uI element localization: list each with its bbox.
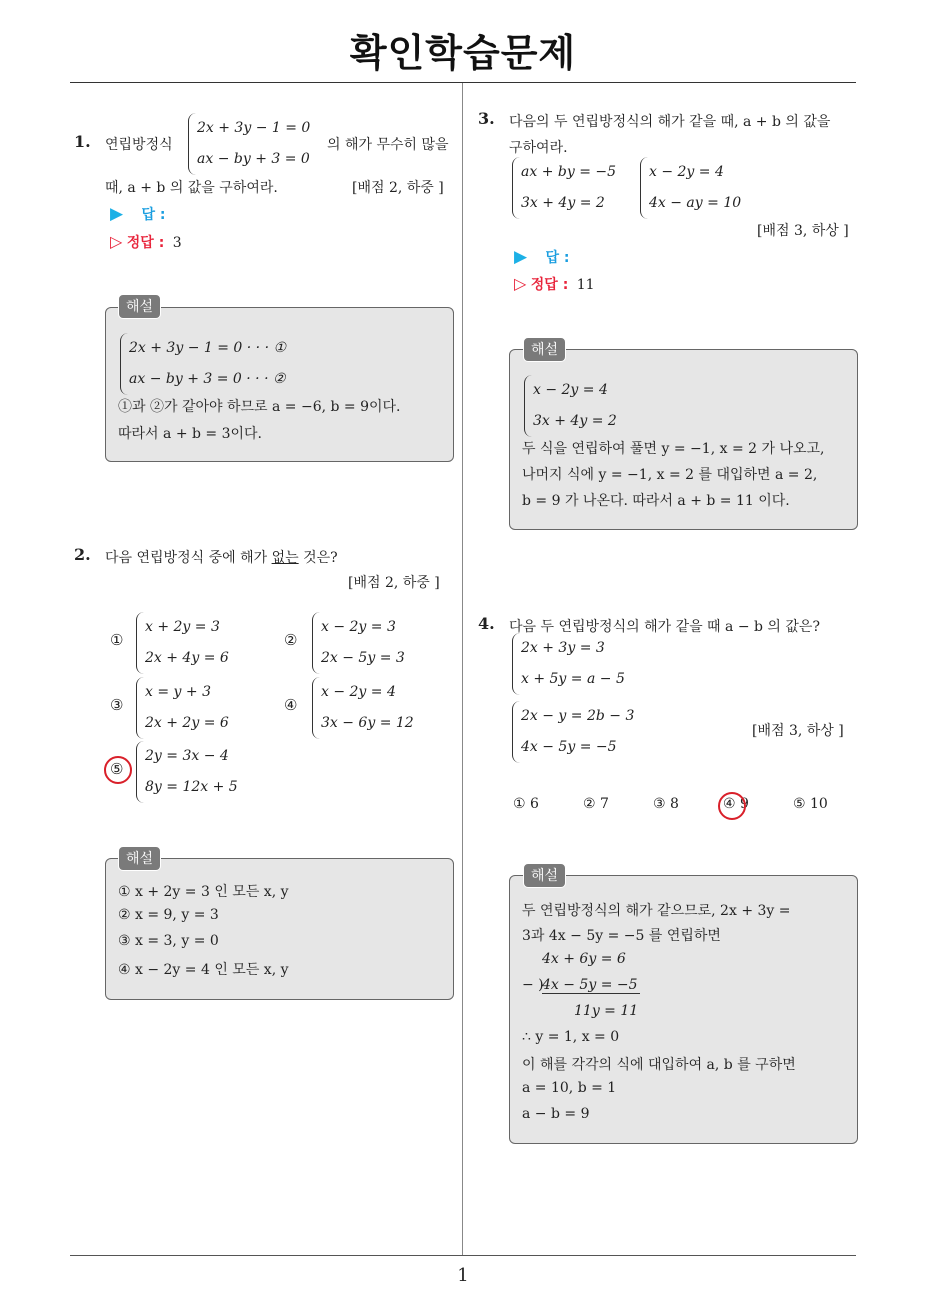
q4-text: 다음 두 연립방정식의 해가 같을 때 a − b 의 값은? (509, 619, 820, 635)
q4-choice5[interactable]: ⑤ 10 (793, 796, 828, 812)
q1-explanation-tag: 해설 (118, 294, 161, 319)
q2-explain-line1: ① x + 2y = 3 인 모든 x, y (118, 884, 289, 900)
q2-option2-system[interactable] (312, 612, 405, 674)
q2-option3-eq1: x = y + 3 (145, 684, 211, 700)
q2-option5-mark[interactable]: ⑤ (110, 760, 124, 778)
q3-explain-line3: b = 9 가 나온다. 따라서 a + b = 11 이다. (522, 493, 790, 509)
column-divider (462, 83, 463, 1255)
q2-explanation-box (105, 858, 454, 1000)
q3-correct-value: 11 (576, 277, 595, 293)
q3-explain-line2: 나머지 식에 y = −1, x = 2 를 대입하면 a = 2, (522, 467, 818, 483)
q2-option5-eq2: 8y = 12x + 5 (145, 779, 238, 795)
q2-option3-eq2: 2x + 2y = 6 (145, 715, 229, 731)
q2-option2-eq1: x − 2y = 3 (321, 619, 396, 635)
answer-triangle-icon: ▶ (514, 247, 528, 267)
q4-explain-line5: a = 10, b = 1 (522, 1080, 617, 1096)
q4-explanation-tag: 해설 (523, 863, 566, 888)
bottom-rule (70, 1255, 856, 1256)
q1-eq1: 2x + 3y − 1 = 0 (197, 120, 311, 136)
q1-correct-row (110, 232, 182, 252)
q3-sysB-eq1: x − 2y = 4 (649, 164, 724, 180)
q3-sysA-eq2: 3x + 4y = 2 (521, 195, 605, 211)
q1-explain-eq2: ax − by + 3 = 0 · · · ② (129, 371, 286, 387)
q1-lead-text: 연립방정식 (105, 137, 173, 153)
q2-question (105, 547, 338, 567)
q2-option3-system[interactable] (136, 677, 229, 739)
selected-answer-circle-icon (718, 792, 746, 820)
q2-explain-line4: ④ x − 2y = 4 인 모든 x, y (118, 962, 289, 978)
q3-explain-system (524, 375, 617, 437)
q3-explain-eq1: x − 2y = 4 (533, 382, 608, 398)
q1-eq2: ax − by + 3 = 0 (197, 151, 310, 167)
q2-option4-mark[interactable]: ④ (284, 696, 298, 714)
q4-choice4[interactable]: ④ 9 (723, 796, 749, 812)
q1-explanation-box (105, 307, 454, 462)
q1-score: [배점 2, 하중 ] (352, 180, 444, 196)
q4-system-b (512, 701, 634, 763)
answer-triangle-icon: ▶ (110, 204, 124, 224)
q2-text-after: 것은? (298, 550, 338, 566)
q4-calc-line3: 11y = 11 (574, 1003, 639, 1019)
page-title: 확인학습문제 (349, 31, 577, 75)
q4-explain-line2: 3과 4x − 5y = −5 를 연립하면 (522, 928, 721, 944)
q1-explain-eq1: 2x + 3y − 1 = 0 · · · ① (129, 340, 287, 356)
q3-correct-label: 정답 : (530, 277, 569, 293)
q3-score: [배점 3, 하상 ] (757, 223, 849, 239)
q2-option3-mark[interactable]: ③ (110, 696, 124, 714)
q4-calc-op: − ) (522, 977, 544, 993)
q1-number: 1. (74, 132, 91, 151)
q1-correct-label: 정답 : (126, 235, 165, 251)
q4-sysA-eq1: 2x + 3y = 3 (521, 640, 605, 656)
q4-choice3[interactable]: ③ 8 (653, 796, 679, 812)
q4-system-a (512, 633, 625, 695)
q2-explain-line3: ③ x = 3, y = 0 (118, 933, 219, 949)
q1-answer-row (110, 204, 166, 224)
q2-number: 2. (74, 545, 91, 564)
q4-choice1[interactable]: ① 6 (513, 796, 539, 812)
q2-explain-line2: ② x = 9, y = 3 (118, 907, 219, 923)
q3-sysA-eq1: ax + by = −5 (521, 164, 617, 180)
q3-system-b (640, 157, 741, 219)
q2-option4-system[interactable] (312, 677, 414, 739)
selected-answer-circle-icon (104, 756, 132, 784)
q1-explain-system (120, 333, 286, 395)
q1-explain-line1: ①과 ②가 같아야 하므로 a = −6, b = 9이다. (118, 399, 401, 415)
q3-system-a (512, 157, 616, 219)
q4-explain-line6: a − b = 9 (522, 1106, 590, 1122)
q3-number: 3. (478, 109, 495, 128)
q2-option1-system[interactable] (136, 612, 229, 674)
q3-explain-line1: 두 식을 연립하여 풀면 y = −1, x = 2 가 나오고, (522, 441, 825, 457)
q2-option4-eq2: 3x − 6y = 12 (321, 715, 414, 731)
q3-text2: 구하여라. (509, 140, 568, 156)
top-rule (70, 82, 856, 83)
q4-explain-line3: ∴ y = 1, x = 0 (522, 1029, 620, 1045)
q2-explanation-tag: 해설 (118, 846, 161, 871)
q4-sysB-eq1: 2x − y = 2b − 3 (521, 708, 635, 724)
q1-line2: 때, a + b 의 값을 구하여라. (105, 180, 278, 196)
q4-calc-line2: 4x − 5y = −5 (542, 977, 638, 993)
q4-score: [배점 3, 하상 ] (752, 723, 844, 739)
q1-explain-line2: 따라서 a + b = 3이다. (118, 426, 262, 442)
q4-explain-line4: 이 해를 각각의 식에 대입하여 a, b 를 구하면 (522, 1057, 796, 1073)
q3-explanation-tag: 해설 (523, 337, 566, 362)
q2-option4-eq1: x − 2y = 4 (321, 684, 396, 700)
q2-option1-mark[interactable]: ① (110, 631, 124, 649)
q3-correct-row (514, 274, 595, 294)
q1-answer-label: 답 : (141, 207, 166, 223)
q3-sysB-eq2: 4x − ay = 10 (649, 195, 742, 211)
q2-option1-eq2: 2x + 4y = 6 (145, 650, 229, 666)
q3-answer-row (514, 247, 570, 267)
q4-sysA-eq2: x + 5y = a − 5 (521, 671, 625, 687)
q4-sysB-eq2: 4x − 5y = −5 (521, 739, 617, 755)
q4-calc-line1: 4x + 6y = 6 (542, 951, 626, 967)
q2-text-underline: 없는 (271, 550, 299, 566)
q3-text1: 다음의 두 연립방정식의 해가 같을 때, a + b 의 값을 (509, 114, 831, 130)
q3-explanation-box (509, 349, 858, 530)
q4-number: 4. (478, 614, 495, 633)
q1-correct-value: 3 (172, 235, 182, 251)
q2-text-before: 다음 연립방정식 중에 해가 (105, 550, 272, 566)
q4-choice2[interactable]: ② 7 (583, 796, 609, 812)
q2-option5-system[interactable] (136, 741, 238, 803)
q4-explanation-box (509, 875, 858, 1144)
q2-option2-eq2: 2x − 5y = 3 (321, 650, 405, 666)
q3-answer-label: 답 : (545, 250, 570, 266)
q4-explain-line1: 두 연립방정식의 해가 같으므로, 2x + 3y = (522, 903, 791, 919)
q2-option2-mark[interactable]: ② (284, 631, 298, 649)
correct-triangle-icon: ▷ (514, 274, 527, 293)
correct-triangle-icon: ▷ (110, 232, 123, 251)
q2-option5-eq1: 2y = 3x − 4 (145, 748, 229, 764)
q1-equation-system (188, 113, 310, 175)
q2-score: [배점 2, 하중 ] (348, 575, 440, 591)
q2-option1-eq1: x + 2y = 3 (145, 619, 220, 635)
q1-tail-text: 의 해가 무수히 많을 (327, 137, 449, 153)
page-number: 1 (457, 1265, 469, 1286)
q3-explain-eq2: 3x + 4y = 2 (533, 413, 617, 429)
